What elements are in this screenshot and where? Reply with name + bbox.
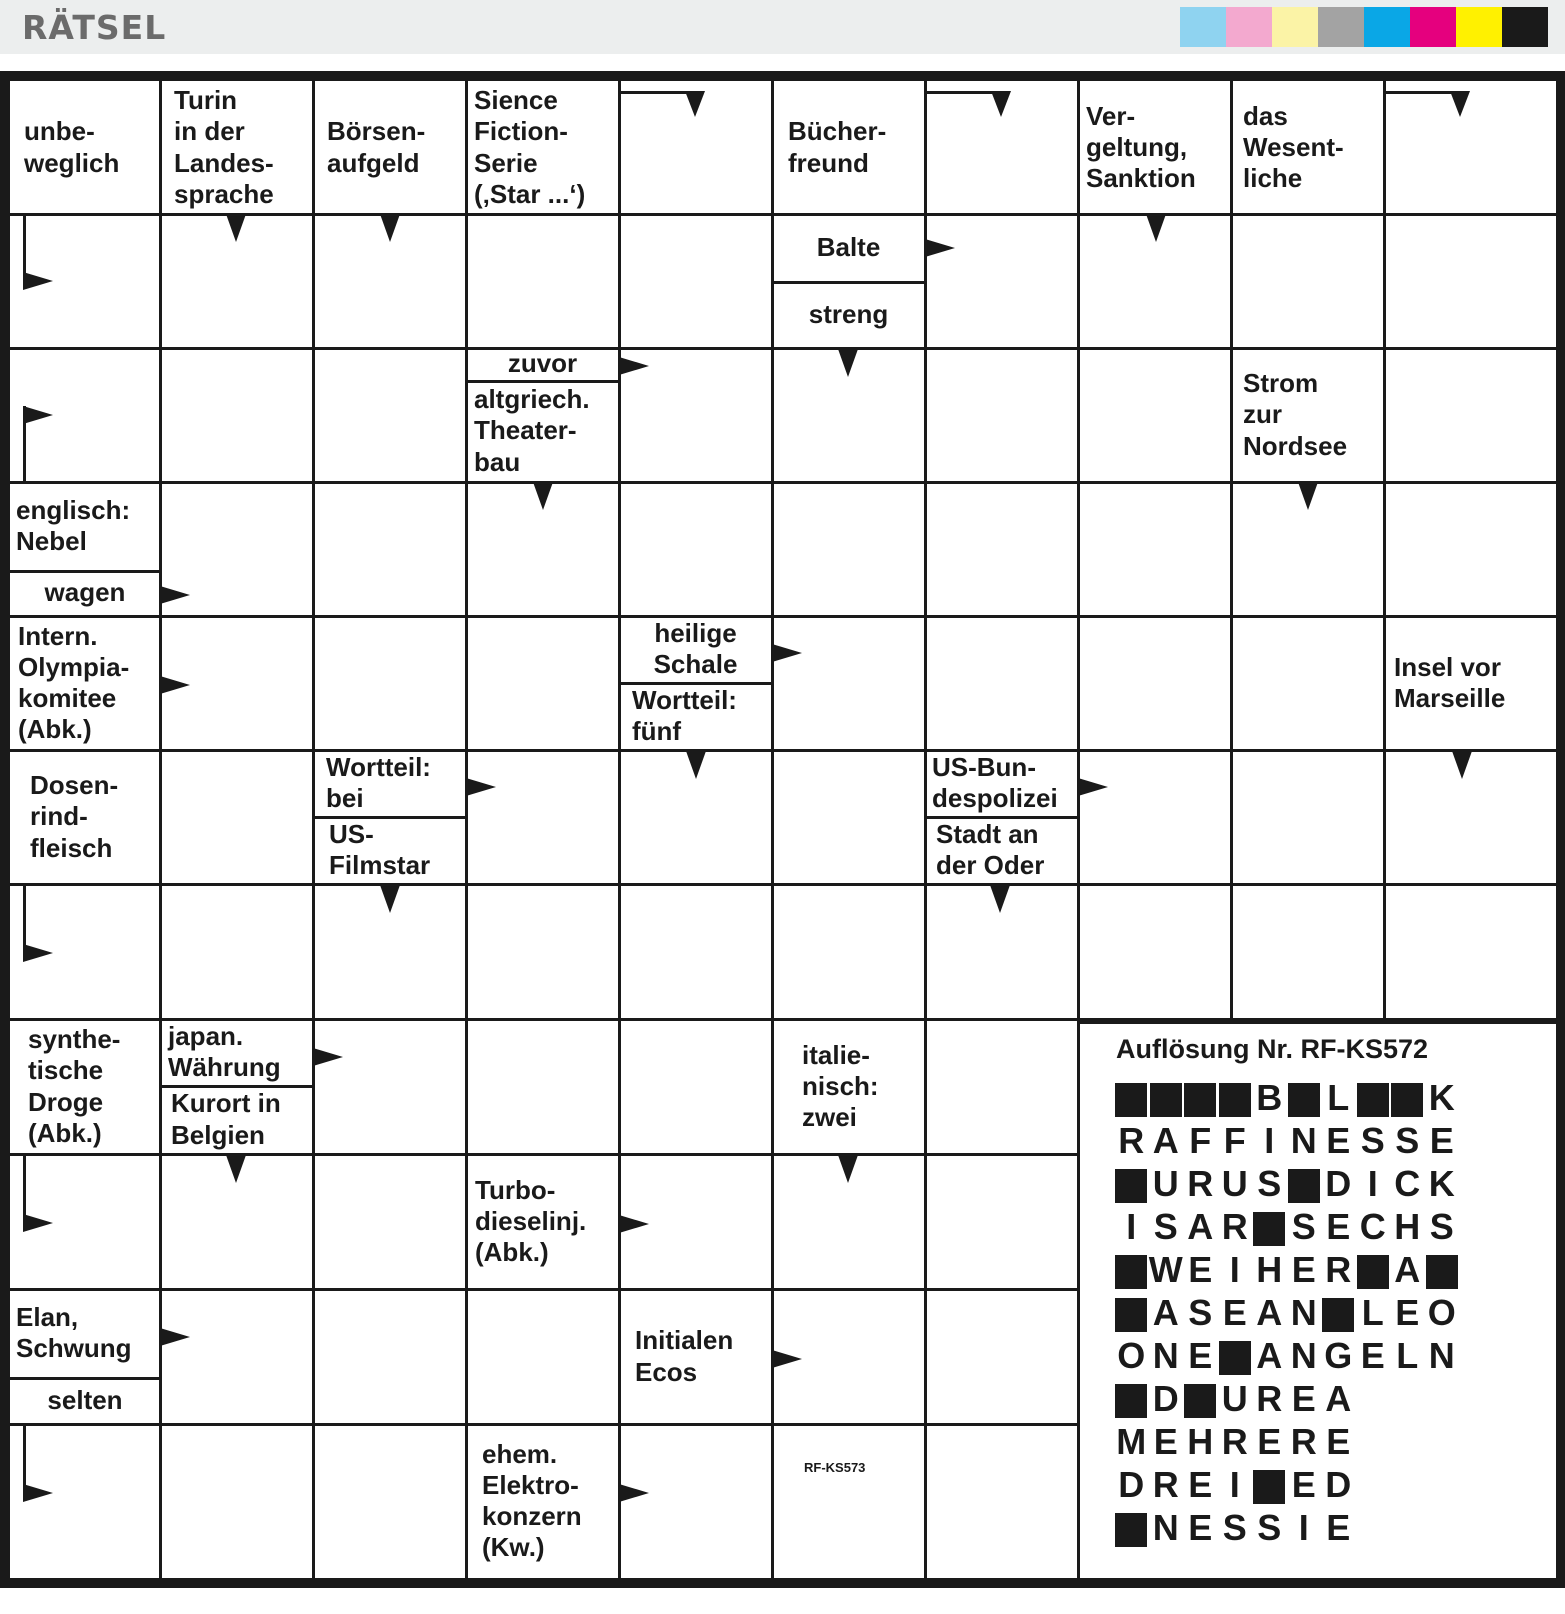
solution-black-square — [1114, 1509, 1149, 1547]
solution-letter: E — [1326, 1506, 1351, 1548]
solution-letter: S — [1360, 1119, 1385, 1161]
clue-text: Währung — [168, 1052, 281, 1082]
solution-letter: E — [1153, 1420, 1178, 1462]
grid-line — [1383, 81, 1386, 1022]
solution-row — [1114, 1377, 1459, 1420]
solution-row — [1114, 1248, 1459, 1291]
clue-olympiakomitee — [12, 616, 162, 750]
clue-text: Ecos — [635, 1356, 698, 1387]
solution-grid — [1114, 1076, 1459, 1549]
solution-row — [1114, 1119, 1459, 1162]
solution-letter: E — [1291, 1463, 1316, 1505]
solution-letter: A — [1394, 1248, 1421, 1290]
solution-letter: B — [1256, 1076, 1283, 1118]
clue-japan-waehrung — [162, 1019, 315, 1085]
solution-letter: S — [1153, 1205, 1178, 1247]
clue-arrow-icon — [1078, 778, 1138, 908]
clue-arrow-icon — [686, 751, 746, 881]
solution-letter: I — [1126, 1205, 1137, 1247]
clue-text: Landes- — [174, 147, 274, 178]
clue-text: Wortteil: — [326, 751, 431, 782]
solution-letter: C — [1394, 1162, 1421, 1204]
clue-text: Initialen — [635, 1325, 734, 1356]
clue-arrow-icon — [619, 1484, 679, 1614]
clue-text: Balte — [816, 231, 881, 262]
clue-arrow-icon — [1298, 482, 1358, 612]
clue-text: aufgeld — [327, 147, 420, 178]
clue-text: komitee — [18, 683, 117, 713]
clue-theaterbau — [468, 380, 621, 482]
clue-text: despolizei — [932, 783, 1058, 813]
clue-italienisch-zwei — [796, 1019, 926, 1154]
solution-black-square — [1218, 1337, 1253, 1375]
solution-letter: I — [1298, 1506, 1309, 1548]
clue-text: (Abk.) — [28, 1117, 102, 1148]
solution-letter: H — [1256, 1248, 1283, 1290]
solution-black-square — [1252, 1208, 1287, 1246]
clue-heilige-schale — [619, 616, 772, 682]
clue-arrow-icon — [11, 886, 71, 1016]
clue-text: nisch: — [802, 1070, 879, 1101]
clue-text: zuvor — [507, 348, 578, 379]
clue-text: sprache — [174, 178, 274, 209]
solution-title: Auflösung Nr. RF-KS572 — [1116, 1034, 1429, 1064]
solution-letter: K — [1428, 1162, 1455, 1204]
clue-text: Bücher- — [788, 116, 887, 147]
color-swatch — [1410, 7, 1456, 47]
clue-vergeltung — [1080, 81, 1230, 214]
clue-text: bei — [326, 783, 364, 813]
solution-letter: E — [1188, 1463, 1213, 1505]
solution-letter: N — [1152, 1334, 1179, 1376]
solution-letter: S — [1257, 1506, 1282, 1548]
solution-letter: H — [1394, 1205, 1421, 1247]
solution-letter: R — [1325, 1248, 1352, 1290]
solution-letter: D — [1152, 1377, 1179, 1419]
solution-letter: A — [1256, 1334, 1283, 1376]
clue-text: wagen — [44, 577, 126, 608]
clue-text: dieselinj. — [475, 1205, 587, 1236]
clue-text: Filmstar — [329, 850, 431, 880]
solution-black-square — [1287, 1165, 1322, 1203]
clue-text: italie- — [802, 1039, 870, 1070]
clue-text: Droge — [28, 1086, 104, 1117]
clue-arrow-icon — [1452, 751, 1512, 881]
clue-turbodiesel — [469, 1154, 622, 1289]
clue-text: Elektro- — [482, 1469, 579, 1500]
solution-row — [1114, 1420, 1459, 1463]
clue-text: Belgien — [171, 1119, 265, 1150]
solution-row — [1114, 1334, 1459, 1377]
color-swatch — [1364, 7, 1410, 47]
clue-text: der Oder — [936, 850, 1045, 880]
clue-text: Sience — [474, 85, 558, 116]
clue-text: (Kw.) — [482, 1532, 545, 1563]
clue-boersenaufgeld — [321, 81, 471, 214]
clue-arrow-icon — [160, 1328, 220, 1458]
solution-letter: E — [1291, 1377, 1316, 1419]
solution-letter: D — [1325, 1463, 1352, 1505]
solution-row — [1114, 1162, 1459, 1205]
color-swatch — [1180, 7, 1226, 47]
solution-letter: W — [1148, 1248, 1183, 1290]
solution-letter: R — [1221, 1205, 1248, 1247]
clue-text: weglich — [24, 147, 120, 178]
solution-letter: E — [1291, 1248, 1316, 1290]
solution-black-square — [1114, 1380, 1149, 1418]
solution-letter: D — [1325, 1162, 1352, 1204]
clue-arrow-icon — [533, 482, 593, 612]
clue-arrow-icon — [621, 79, 711, 209]
clue-text: zwei — [802, 1102, 857, 1133]
clue-arrow-icon — [1386, 79, 1476, 209]
solution-letter: F — [1223, 1119, 1246, 1161]
solution-black-square — [1356, 1251, 1391, 1289]
clue-text: englisch: — [16, 494, 131, 525]
clue-arrow-icon — [11, 1426, 71, 1556]
solution-letter: U — [1221, 1377, 1248, 1419]
clue-text: Turbo- — [475, 1174, 556, 1205]
solution-letter: N — [1152, 1506, 1179, 1548]
clue-selten — [10, 1377, 160, 1424]
clue-zuvor — [466, 348, 619, 380]
clue-text: Elan, — [16, 1301, 79, 1332]
solution-letter: R — [1290, 1420, 1317, 1462]
clue-us-bundespolizei — [926, 750, 1079, 816]
clue-streng — [772, 281, 925, 348]
clue-arrow-icon — [838, 1155, 898, 1285]
clue-text: US- — [329, 818, 374, 849]
solution-letter: A — [1152, 1291, 1179, 1333]
color-calibration-bar — [1180, 7, 1548, 47]
solution-letter: E — [1326, 1205, 1351, 1247]
clue-strom-nordsee — [1237, 348, 1387, 482]
clue-text: rind- — [30, 801, 88, 832]
clue-turin — [168, 81, 318, 214]
clue-text: (Abk.) — [475, 1237, 549, 1268]
clue-buecherfreund — [782, 81, 932, 214]
solution-letter: L — [1361, 1291, 1384, 1333]
solution-letter: N — [1290, 1119, 1317, 1161]
solution-black-square — [1425, 1251, 1460, 1289]
clue-text: bau — [474, 446, 521, 477]
clue-kurort-belgien — [165, 1085, 318, 1154]
clue-arrow-icon — [990, 885, 1050, 1015]
solution-letter: I — [1229, 1463, 1240, 1505]
solution-letter: L — [1327, 1076, 1350, 1118]
clue-balte — [772, 214, 925, 281]
clue-arrow-icon — [11, 214, 71, 344]
solution-black-square — [1252, 1466, 1287, 1504]
grid-line — [312, 81, 315, 1578]
solution-letter: E — [1326, 1420, 1351, 1462]
clue-text: Theater- — [474, 415, 577, 446]
solution-black-square — [1183, 1380, 1218, 1418]
solution-letter: O — [1117, 1334, 1146, 1376]
solution-black-square — [1287, 1079, 1322, 1117]
clue-unbeweglich — [18, 81, 160, 214]
solution-row — [1114, 1463, 1459, 1506]
clue-synthetische-droge — [22, 1019, 162, 1154]
clue-text: Dosen- — [30, 770, 119, 801]
clue-text: Fiction- — [474, 116, 568, 147]
grid-line — [618, 81, 621, 1578]
solution-letter: C — [1359, 1205, 1386, 1247]
solution-black-square — [1114, 1251, 1149, 1289]
clue-text: ehem. — [482, 1438, 558, 1469]
solution-row — [1114, 1076, 1459, 1119]
clue-arrow-icon — [226, 1155, 286, 1285]
solution-letter: U — [1152, 1162, 1179, 1204]
solution-letter: A — [1256, 1291, 1283, 1333]
clue-text: Kurort in — [171, 1088, 281, 1119]
solution-letter: M — [1116, 1420, 1147, 1462]
clue-arrow-icon — [380, 214, 440, 344]
clue-arrow-icon — [925, 239, 985, 369]
solution-letter: A — [1152, 1119, 1179, 1161]
clue-text: Turin — [174, 85, 238, 116]
clue-arrow-icon — [313, 1048, 373, 1178]
clue-arrow-icon — [619, 357, 679, 487]
solution-letter: A — [1187, 1205, 1214, 1247]
header-bar — [0, 0, 1565, 54]
solution-row — [1114, 1205, 1459, 1248]
clue-text: heilige — [654, 617, 737, 648]
solution-letter: R — [1118, 1119, 1145, 1161]
clue-stadt-oder — [930, 816, 1083, 884]
clue-text: Olympia- — [18, 651, 130, 682]
clue-text: Intern. — [18, 620, 98, 651]
color-swatch — [1272, 7, 1318, 47]
solution-letter: N — [1290, 1291, 1317, 1333]
puzzle-code: RF-KS573 — [804, 1460, 866, 1475]
clue-arrow-icon — [927, 79, 1017, 209]
solution-letter: O — [1427, 1291, 1456, 1333]
clue-text: Wesent- — [1243, 131, 1344, 162]
clue-text: streng — [808, 298, 889, 329]
clue-arrow-icon — [380, 885, 440, 1015]
color-swatch — [1318, 7, 1364, 47]
clue-text: altgriech. — [474, 384, 590, 415]
solution-letter: E — [1257, 1420, 1282, 1462]
clue-text: unbe- — [24, 116, 95, 147]
clue-text: Stadt an — [936, 818, 1039, 849]
clue-text: Schwung — [16, 1333, 132, 1363]
color-swatch — [1226, 7, 1272, 47]
clue-text: geltung, — [1086, 131, 1188, 162]
clue-arrow-icon — [11, 1156, 71, 1286]
solution-letter: U — [1221, 1162, 1248, 1204]
clue-text: tische — [28, 1055, 104, 1086]
solution-black-square — [1114, 1294, 1149, 1332]
solution-row — [1114, 1506, 1459, 1549]
clue-text: fünf — [632, 716, 682, 746]
solution-letter: S — [1257, 1162, 1282, 1204]
clue-text: Insel vor — [1394, 651, 1501, 682]
solution-letter: S — [1222, 1506, 1247, 1548]
clue-insel-marseille — [1388, 616, 1560, 750]
clue-text: Nebel — [16, 526, 87, 556]
clue-wortteil-bei — [320, 750, 470, 816]
clue-text: Serie — [474, 147, 538, 178]
solution-black-square — [1114, 1079, 1149, 1117]
grid-line — [10, 883, 1556, 886]
solution-black-square — [1218, 1079, 1253, 1117]
solution-letter: E — [1222, 1291, 1247, 1333]
clue-arrow-icon — [11, 406, 71, 536]
clue-arrow-icon — [838, 349, 898, 479]
solution-black-square — [1390, 1079, 1425, 1117]
solution-letter: S — [1395, 1119, 1420, 1161]
solution-black-square — [1149, 1079, 1184, 1117]
solution-letter: E — [1429, 1119, 1454, 1161]
solution-letter: R — [1221, 1420, 1248, 1462]
clue-text: (Abk.) — [18, 714, 92, 745]
solution-row — [1114, 1291, 1459, 1334]
clue-arrow-icon — [466, 778, 526, 908]
solution-letter: S — [1291, 1205, 1316, 1247]
grid-line — [1230, 81, 1233, 1022]
solution-letter: E — [1188, 1248, 1213, 1290]
solution-letter: E — [1188, 1506, 1213, 1548]
color-swatch — [1502, 7, 1548, 47]
solution-letter: E — [1188, 1334, 1213, 1376]
solution-letter: K — [1428, 1076, 1455, 1118]
clue-text: US-Bun- — [932, 751, 1036, 782]
solution-black-square — [1356, 1079, 1391, 1117]
solution-letter: R — [1187, 1162, 1214, 1204]
solution-letter: R — [1152, 1463, 1179, 1505]
solution-letter: F — [1189, 1119, 1212, 1161]
solution-letter: E — [1326, 1119, 1351, 1161]
clue-arrow-icon — [1146, 214, 1206, 344]
solution-letter: S — [1188, 1291, 1213, 1333]
solution-letter: A — [1325, 1377, 1352, 1419]
clue-text: Wortteil: — [632, 684, 737, 715]
clue-arrow-icon — [226, 214, 286, 344]
clue-elan-schwung — [10, 1289, 160, 1377]
clue-das-wesentliche — [1237, 81, 1387, 214]
solution-letter: I — [1367, 1162, 1378, 1204]
solution-letter: S — [1429, 1205, 1454, 1247]
clue-text: in der — [174, 116, 245, 147]
solution-letter: L — [1396, 1334, 1419, 1376]
solution-letter: R — [1256, 1377, 1283, 1419]
clue-text: freund — [788, 147, 869, 178]
clue-text: Strom — [1243, 368, 1319, 399]
solution-black-square — [1183, 1079, 1218, 1117]
solution-letter: E — [1360, 1334, 1385, 1376]
solution-black-square — [1114, 1165, 1149, 1203]
clue-wagen — [10, 570, 160, 616]
solution-letter: I — [1264, 1119, 1275, 1161]
clue-arrow-icon — [160, 676, 220, 806]
clue-text: (‚Star ...‘) — [474, 178, 586, 209]
solution-letter: N — [1428, 1334, 1455, 1376]
clue-text: zur — [1243, 399, 1282, 430]
grid-line — [10, 615, 1556, 618]
solution-letter: G — [1324, 1334, 1353, 1376]
clue-text: japan. — [168, 1020, 244, 1051]
color-swatch — [1456, 7, 1502, 47]
clue-elektrokonzern — [476, 1424, 626, 1578]
clue-dosenrindfleisch — [24, 750, 164, 884]
clue-text: Sanktion — [1086, 163, 1196, 194]
page-title: RÄTSEL — [22, 8, 167, 47]
solution-letter: D — [1118, 1463, 1145, 1505]
clue-text: selten — [47, 1384, 123, 1415]
clue-arrow-icon — [772, 644, 832, 774]
clue-text: Marseille — [1394, 683, 1506, 713]
clue-us-filmstar — [323, 816, 473, 884]
solution-letter: E — [1395, 1291, 1420, 1333]
solution-black-square — [1321, 1294, 1356, 1332]
clue-science-fiction — [468, 81, 618, 214]
clue-text: Nordsee — [1243, 430, 1348, 461]
clue-arrow-icon — [619, 1215, 679, 1345]
clue-text: liche — [1243, 163, 1303, 194]
solution-box — [1090, 1024, 1556, 1578]
solution-letter: I — [1229, 1248, 1240, 1290]
clue-text: das — [1243, 100, 1288, 131]
clue-text: Ver- — [1086, 100, 1136, 131]
clue-text: Börsen- — [327, 116, 426, 147]
clue-text: konzern — [482, 1501, 582, 1531]
clue-wortteil-fuenf — [626, 682, 779, 750]
solution-letter: H — [1187, 1420, 1214, 1462]
clue-text: Schale — [653, 649, 738, 679]
solution-letter: N — [1290, 1334, 1317, 1376]
clue-text: synthe- — [28, 1024, 121, 1055]
clue-text: fleisch — [30, 832, 113, 863]
